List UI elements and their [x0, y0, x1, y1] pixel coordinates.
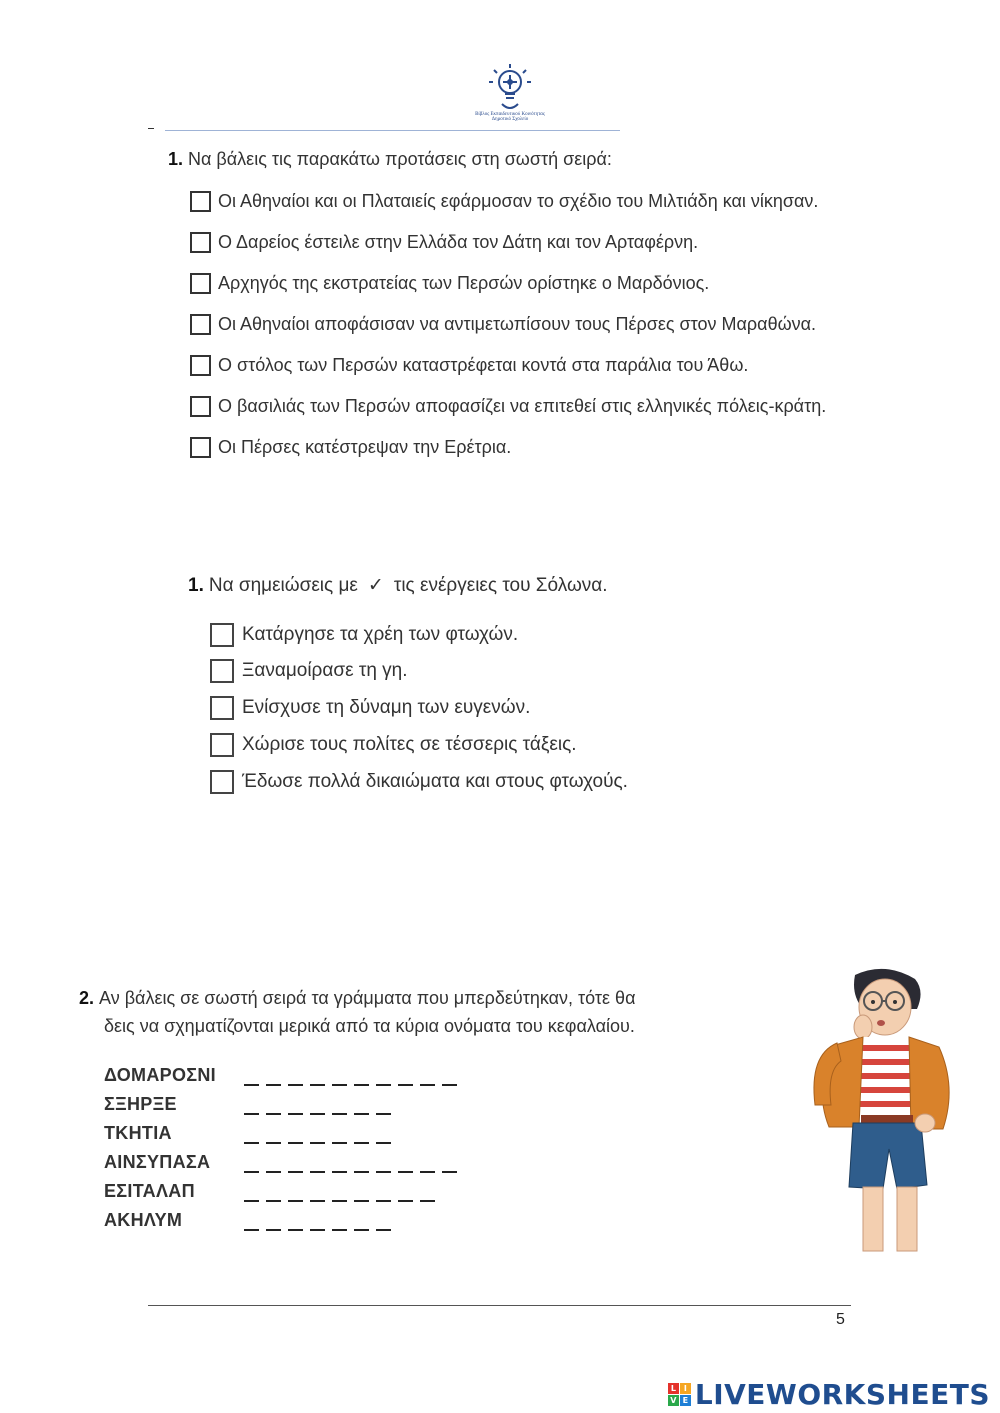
ordering-item	[190, 355, 748, 376]
scramble-row	[104, 1206, 464, 1235]
letter-blank[interactable]	[376, 1084, 391, 1086]
letter-blank[interactable]	[332, 1113, 347, 1115]
solon-checkbox[interactable]	[210, 623, 234, 647]
answer-blanks[interactable]	[244, 1211, 398, 1231]
lightbulb-gear-icon	[482, 62, 538, 112]
question-2-number: 1.	[188, 575, 204, 596]
question-3-number: 2.	[79, 988, 95, 1008]
question-2-text-start: Να σημειώσεις με	[208, 575, 358, 596]
letter-blank[interactable]	[244, 1084, 259, 1086]
order-checkbox[interactable]	[190, 314, 211, 335]
letter-blank[interactable]	[288, 1200, 303, 1202]
letter-blank[interactable]	[376, 1200, 391, 1202]
scrambled-word: ΤΚΗΤΙΑ	[104, 1123, 172, 1143]
ordering-item-text: Αρχηγός της εκστρατείας των Περσών ορίστηκε ο Μαρδόνιος.	[218, 273, 710, 293]
letter-blank[interactable]	[376, 1229, 391, 1231]
logo-caption: Βίβλος Εκπαιδευτικού Κοινότητας	[475, 112, 545, 117]
letter-blank[interactable]	[288, 1229, 303, 1231]
letter-blank[interactable]	[310, 1084, 325, 1086]
letter-blank[interactable]	[376, 1113, 391, 1115]
letter-blank[interactable]	[420, 1200, 435, 1202]
order-checkbox[interactable]	[190, 437, 211, 458]
scrambled-word: ΕΣΙΤΑΛΑΠ	[104, 1181, 195, 1201]
ordering-item	[190, 232, 698, 253]
ordering-item	[190, 191, 818, 212]
badge-letter: I	[680, 1383, 691, 1394]
letter-blank[interactable]	[332, 1084, 347, 1086]
scramble-row	[104, 1119, 464, 1148]
letter-blank[interactable]	[310, 1200, 325, 1202]
ordering-item-text: Ο βασιλιάς των Περσών αποφασίζει να επιτεθεί στις ελληνικές πόλεις-κράτη.	[218, 396, 827, 416]
logo-subcaption: Δημοτικό Σχολείο	[491, 117, 529, 122]
solon-checkbox[interactable]	[210, 659, 234, 683]
letter-blank[interactable]	[244, 1142, 259, 1144]
letter-blank[interactable]	[442, 1084, 457, 1086]
letter-blank[interactable]	[288, 1142, 303, 1144]
letter-blank[interactable]	[266, 1171, 281, 1173]
solon-item	[210, 696, 530, 720]
scrambled-word: ΑΙΝΣΥΠΑΣΑ	[104, 1152, 211, 1172]
question-3-line-1	[79, 984, 635, 1012]
letter-blank[interactable]	[266, 1113, 281, 1115]
ordering-item-text: Ο Δαρείος έστειλε στην Ελλάδα τον Δάτη και τον Αρταφέρνη.	[218, 232, 699, 252]
solon-checkbox[interactable]	[210, 696, 234, 720]
letter-blank[interactable]	[398, 1171, 413, 1173]
ordering-item	[190, 273, 709, 294]
answer-blanks[interactable]	[244, 1066, 464, 1086]
liveworksheets-wordmark: LIVEWORKSHEETS	[694, 1378, 990, 1411]
solon-item-text: Έδωσε πολλά δικαιώματα και στους φτωχούς.	[242, 771, 628, 792]
solon-item-text: Χώρισε τους πολίτες σε τέσσερις τάξεις.	[242, 734, 577, 755]
order-checkbox[interactable]	[190, 232, 211, 253]
letter-blank[interactable]	[420, 1084, 435, 1086]
letter-blank[interactable]	[244, 1200, 259, 1202]
letter-blank[interactable]	[266, 1229, 281, 1231]
page-number: 5	[836, 1311, 845, 1328]
letter-blank[interactable]	[354, 1200, 369, 1202]
header-divider	[165, 130, 620, 131]
letter-blank[interactable]	[354, 1142, 369, 1144]
solon-item	[210, 733, 577, 757]
ordering-item-text: Ο στόλος των Περσών καταστρέφεται κοντά στα παράλια του Άθω.	[218, 355, 749, 375]
letter-blank[interactable]	[332, 1171, 347, 1173]
letter-blank[interactable]	[266, 1142, 281, 1144]
scramble-row	[104, 1090, 464, 1119]
scramble-row	[104, 1148, 464, 1177]
letter-blank[interactable]	[310, 1142, 325, 1144]
ordering-item-text: Οι Πέρσες κατέστρεψαν την Ερέτρια.	[218, 437, 512, 457]
letter-blank[interactable]	[310, 1171, 325, 1173]
solon-item	[210, 770, 628, 794]
question-1-title	[168, 149, 612, 170]
ordering-item	[190, 396, 826, 417]
letter-blank[interactable]	[310, 1113, 325, 1115]
letter-blank[interactable]	[244, 1229, 259, 1231]
letter-blank[interactable]	[398, 1084, 413, 1086]
header-dash	[148, 128, 154, 129]
solon-item-text: Κατάργησε τα χρέη των φτωχών.	[242, 624, 519, 645]
scramble-row	[104, 1177, 464, 1206]
order-checkbox[interactable]	[190, 355, 211, 376]
answer-blanks[interactable]	[244, 1095, 398, 1115]
order-checkbox[interactable]	[190, 273, 211, 294]
boy-illustration	[805, 965, 960, 1255]
scramble-row	[104, 1061, 464, 1090]
letter-blank[interactable]	[332, 1142, 347, 1144]
letter-blank[interactable]	[288, 1084, 303, 1086]
letter-blank[interactable]	[442, 1171, 457, 1173]
order-checkbox[interactable]	[190, 191, 211, 212]
letter-blank[interactable]	[266, 1200, 281, 1202]
logo	[470, 62, 550, 124]
answer-blanks[interactable]	[244, 1153, 464, 1173]
letter-blank[interactable]	[354, 1113, 369, 1115]
badge-letter: L	[668, 1383, 679, 1394]
ordering-item-text: Οι Αθηναίοι και οι Πλαταιείς εφάρμοσαν το σχέδιο του Μιλτιάδη και νίκησαν.	[218, 191, 819, 211]
letter-blank[interactable]	[332, 1229, 347, 1231]
question-3-line-2: δεις να σχηματίζονται μερικά από τα κύρια ονόματα του κεφαλαίου.	[104, 1016, 635, 1036]
solon-checkbox[interactable]	[210, 733, 234, 757]
letter-blank[interactable]	[288, 1113, 303, 1115]
answer-blanks[interactable]	[244, 1182, 442, 1202]
footer-divider	[148, 1305, 851, 1306]
question-1-number: 1.	[168, 149, 184, 169]
solon-item-text: Ξαναμοίρασε τη γη.	[242, 660, 408, 681]
solon-item	[210, 623, 518, 647]
solon-item-text: Ενίσχυσε τη δύναμη των ευγενών.	[242, 697, 531, 718]
letter-blank[interactable]	[398, 1200, 413, 1202]
letter-blank[interactable]	[332, 1200, 347, 1202]
answer-blanks[interactable]	[244, 1124, 398, 1144]
scramble-list	[104, 1061, 464, 1235]
letter-blank[interactable]	[376, 1142, 391, 1144]
question-2-title	[188, 574, 608, 597]
letter-blank[interactable]	[244, 1113, 259, 1115]
order-checkbox[interactable]	[190, 396, 211, 417]
letter-blank[interactable]	[288, 1171, 303, 1173]
question-3-text-1: Αν βάλεις σε σωστή σειρά τα γράμματα που μπερδεύτηκαν, τότε θα	[99, 988, 636, 1008]
solon-item	[210, 659, 408, 683]
badge-letter: V	[668, 1395, 679, 1406]
question-1-text: Να βάλεις τις παρακάτω προτάσεις στη σωστή σειρά:	[188, 149, 612, 169]
letter-blank[interactable]	[420, 1171, 435, 1173]
letter-blank[interactable]	[310, 1229, 325, 1231]
liveworksheets-logo[interactable]	[668, 1378, 990, 1411]
ordering-item	[190, 437, 511, 458]
badge-letter: E	[680, 1395, 691, 1406]
letter-blank[interactable]	[244, 1171, 259, 1173]
question-2-text-end: τις ενέργειες του Σόλωνα.	[393, 575, 608, 596]
scrambled-word: ΔΟΜΑΡΟΣΝΙ	[104, 1065, 216, 1085]
letter-blank[interactable]	[354, 1171, 369, 1173]
letter-blank[interactable]	[376, 1171, 391, 1173]
letter-blank[interactable]	[354, 1229, 369, 1231]
scrambled-word: ΑΚΗΛΥΜ	[104, 1210, 183, 1230]
letter-blank[interactable]	[354, 1084, 369, 1086]
ordering-item-text: Οι Αθηναίοι αποφάσισαν να αντιμετωπίσουν τους Πέρσες στον Μαραθώνα.	[218, 314, 817, 334]
solon-checkbox[interactable]	[210, 770, 234, 794]
letter-blank[interactable]	[266, 1084, 281, 1086]
scrambled-word: ΣΞΗΡΞΕ	[104, 1094, 177, 1114]
ordering-item	[190, 314, 816, 335]
liveworksheets-badge-icon	[668, 1383, 691, 1406]
checkmark-icon: ✓	[367, 575, 384, 596]
